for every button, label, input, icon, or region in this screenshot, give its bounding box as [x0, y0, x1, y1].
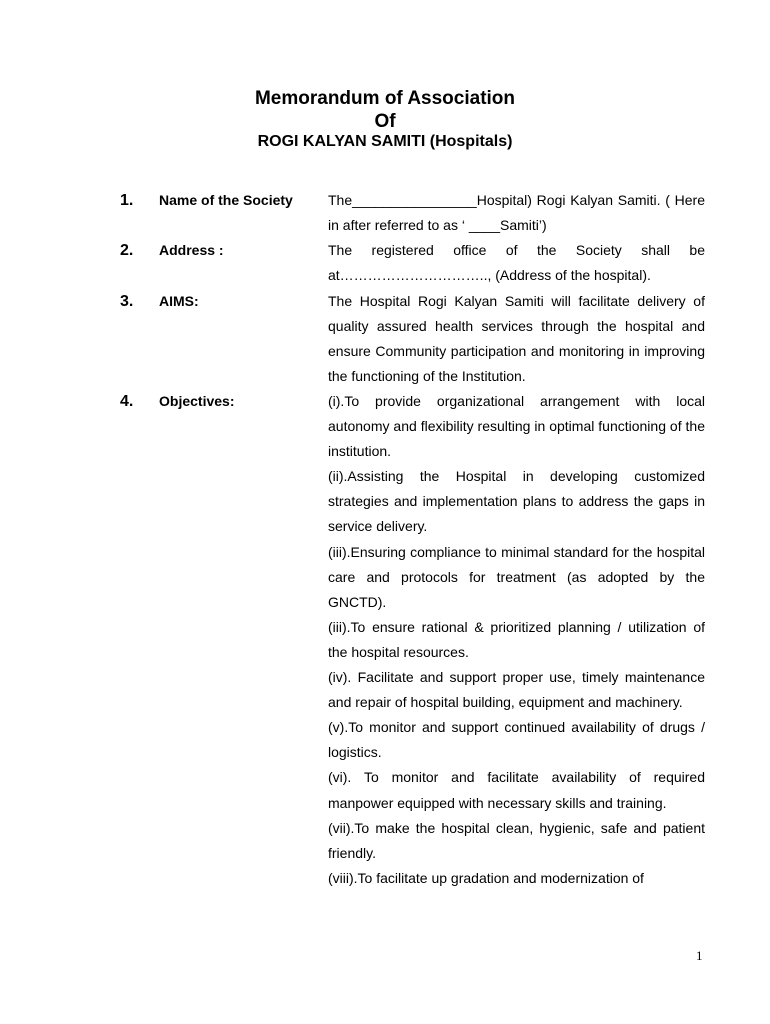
- page-number: 1: [696, 948, 703, 963]
- section-number: 1.: [120, 192, 134, 209]
- objective-paragraph: (vi). To monitor and facilitate availability of required manpower equipped with necessary skills and training.: [328, 769, 705, 811]
- section-paragraph: The registered office of the Society shall be at………………………….., (Address of the hospital).: [328, 242, 705, 284]
- section-label: Name of the Society: [159, 192, 293, 208]
- section-body: [328, 289, 705, 389]
- section-body: [328, 188, 705, 238]
- document-subtitle: ROGI KALYAN SAMITI (Hospitals): [257, 133, 513, 150]
- section-number: 4.: [120, 393, 134, 410]
- section-paragraph: The Hospital Rogi Kalyan Samiti will facilitate delivery of quality assured health services through the hospital and ensure Community participation and monitoring in improving the functioning of the Institution.: [328, 293, 705, 385]
- document-title-of: Of: [374, 111, 396, 132]
- section-body: [328, 238, 705, 288]
- objective-paragraph: (iii).Ensuring compliance to minimal standard for the hospital care and protocols for treatment (as adopted by the GNCTD).: [328, 543, 705, 610]
- section-label: Objectives:: [159, 393, 235, 409]
- objective-paragraph: (vii).To make the hospital clean, hygienic, safe and patient friendly.: [328, 819, 705, 861]
- objective-paragraph: (iv). Facilitate and support proper use, timely maintenance and repair of hospital building, equipment and machinery.: [328, 669, 705, 711]
- objective-paragraph: (ii).Assisting the Hospital in developing customized strategies and implementation plans to address the gaps in service delivery.: [328, 468, 705, 535]
- objective-paragraph: (viii).To facilitate up gradation and modernization of: [328, 869, 644, 886]
- section-body: [328, 389, 705, 891]
- section-paragraph: The________________Hospital) Rogi Kalyan Samiti. ( Here in after referred to as ‘ ____Samiti’): [328, 192, 705, 234]
- section-label: Address :: [159, 242, 224, 258]
- section-number: 2.: [120, 242, 134, 259]
- objective-paragraph: (iii).To ensure rational & prioritized planning / utilization of the hospital resources.: [328, 618, 705, 660]
- document-title: Memorandum of Association: [254, 88, 516, 109]
- objective-paragraph: (i).To provide organizational arrangement with local autonomy and flexibility resulting in optimal functioning of the institution.: [328, 393, 705, 460]
- section-label: AIMS:: [159, 293, 199, 309]
- objective-paragraph: (v).To monitor and support continued availability of drugs / logistics.: [328, 719, 705, 761]
- section-number: 3.: [120, 293, 134, 310]
